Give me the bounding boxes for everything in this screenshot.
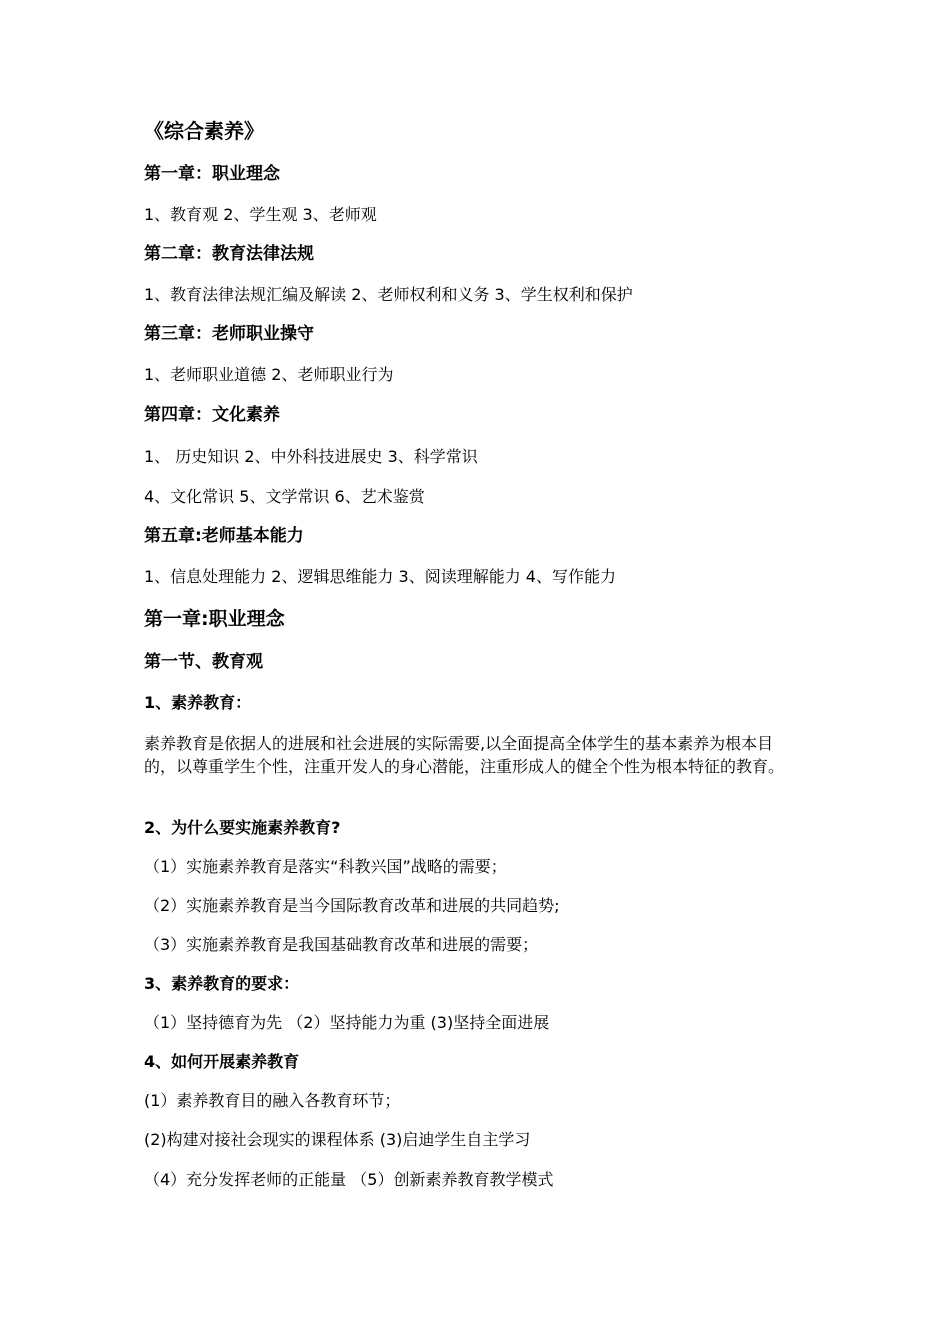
q3-heading: 3、素养教育的要求： [144, 974, 300, 993]
toc-chapter-5-items: 1、信息处理能力 2、逻辑思维能力 3、阅读理解能力 4、写作能力 [144, 567, 616, 586]
toc-chapter-5-heading: 第五章:老师基本能力 [144, 526, 304, 546]
toc-chapter-1-heading: 第一章：职业理念 [144, 164, 280, 184]
q4-item-1: (1）素养教育目的融入各教育环节； [144, 1091, 401, 1110]
q4-item-3: （4）充分发挥老师的正能量 （5）创新素养教育教学模式 [144, 1170, 554, 1189]
chapter-heading: 第一章:职业理念 [144, 608, 285, 630]
q4-heading: 4、如何开展素养教育 [144, 1052, 300, 1071]
toc-chapter-4-items-b: 4、文化常识 5、文学常识 6、艺术鉴赏 [144, 487, 425, 506]
document-title: 《综合素养》 [144, 119, 264, 143]
q4-item-2: (2)构建对接社会现实的课程体系 (3)启迪学生自主学习 [144, 1130, 531, 1149]
toc-chapter-4-items-a: 1、 历史知识 2、中外科技进展史 3、科学常识 [144, 447, 478, 466]
toc-chapter-1-items: 1、教育观 2、学生观 3、老师观 [144, 205, 377, 224]
toc-chapter-2-heading: 第二章：教育法律法规 [144, 244, 314, 264]
toc-chapter-3-items: 1、老师职业道德 2、老师职业行为 [144, 365, 394, 384]
section-heading: 第一节、教育观 [144, 652, 263, 672]
q2-item-3: （3）实施素养教育是我国基础教育改革和进展的需要； [144, 935, 539, 954]
toc-chapter-3-heading: 第三章：老师职业操守 [144, 324, 314, 344]
q2-item-2: （2）实施素养教育是当今国际教育改革和进展的共同趋势; [144, 896, 560, 915]
q1-heading: 1、素养教育： [144, 693, 252, 712]
toc-chapter-2-items: 1、教育法律法规汇编及解读 2、老师权利和义务 3、学生权利和保护 [144, 285, 633, 304]
q3-items: （1）坚持德育为先 （2）坚持能力为重 (3)坚持全面进展 [144, 1013, 550, 1032]
q2-heading: 2、为什么要实施素养教育? [144, 818, 341, 837]
q2-item-1: （1）实施素养教育是落实“科教兴国”战略的需要； [144, 857, 507, 876]
toc-chapter-4-heading: 第四章：文化素养 [144, 405, 280, 425]
q1-paragraph: 素养教育是依据人的进展和社会进展的实际需要,以全面提高全体学生的基本素养为根本目的，以尊重学生个性，注重开发人的身心潜能，注重形成人的健全个性为根本特征的教育。 [144, 734, 785, 776]
